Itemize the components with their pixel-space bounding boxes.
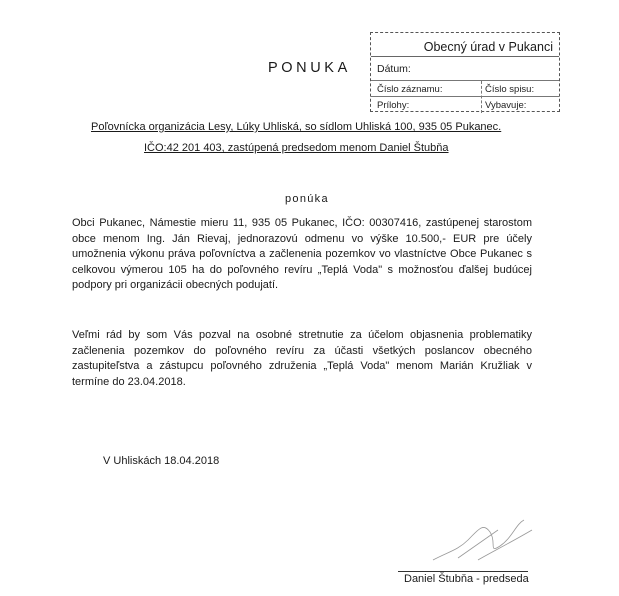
stamp-handler-label: Vybavuje: [485,100,527,111]
invitation-paragraph: Veľmi rád by som Vás pozval na osobné stretnutie za účelom objasnenia problematiky začlenenia pozemkov do poľovného revíru za účasti všetkých poslancov obecného zastupiteľstva a zástupcu poľovného združenia „Teplá Voda" menom Marián Kružliak v termíne do 23.04.2018. [72,329,532,388]
stamp-date-row [371,57,559,81]
offer-heading: ponúka [285,193,329,205]
document-title: PONUKA [268,60,351,76]
stamp-file-label: Číslo spisu: [485,84,535,95]
stamp-attach-label: Prílohy: [377,100,410,111]
stamp-reg-row [371,81,559,97]
place-date: V Uhliskách 18.04.2018 [103,455,220,467]
stamp-attach-row [371,97,559,113]
offer-paragraph: Obci Pukanec, Námestie mieru 11, 935 05 Pukanec, IČO: 00307416, zastúpenej starostom obce menom Ing. Ján Rievaj, jednorazovú odmenu vo výške 10.500,- EUR pre účely umožnenia výkonu práva poľovníctva a začlenenia pozemkov vo vlastníctve Obce Pukanec s celkovou výmerou 105 ha do poľovného revíru „Teplá Voda" s možnosťou ďalšej budúcej podpory pri organizácii obecných podujatí. [72,217,532,291]
stamp-office: Obecný úrad v Pukanci [371,33,559,57]
sender-id-line: IČO:42 201 403, zastúpená predsedom menom Daniel Štubňa [144,142,449,154]
stamp-divider [481,81,482,113]
registry-stamp [370,32,560,112]
signatory-name: Daniel Štubňa - predseda [404,573,529,585]
handwritten-signature [428,510,538,565]
stamp-date-label: Dátum: [377,63,411,75]
signature-line [398,571,528,572]
stamp-reg-label: Číslo záznamu: [377,84,443,95]
sender-line: Poľovnícka organizácia Lesy, Lúky Uhliská, so sídlom Uhliská 100, 935 05 Pukanec. [91,121,502,133]
